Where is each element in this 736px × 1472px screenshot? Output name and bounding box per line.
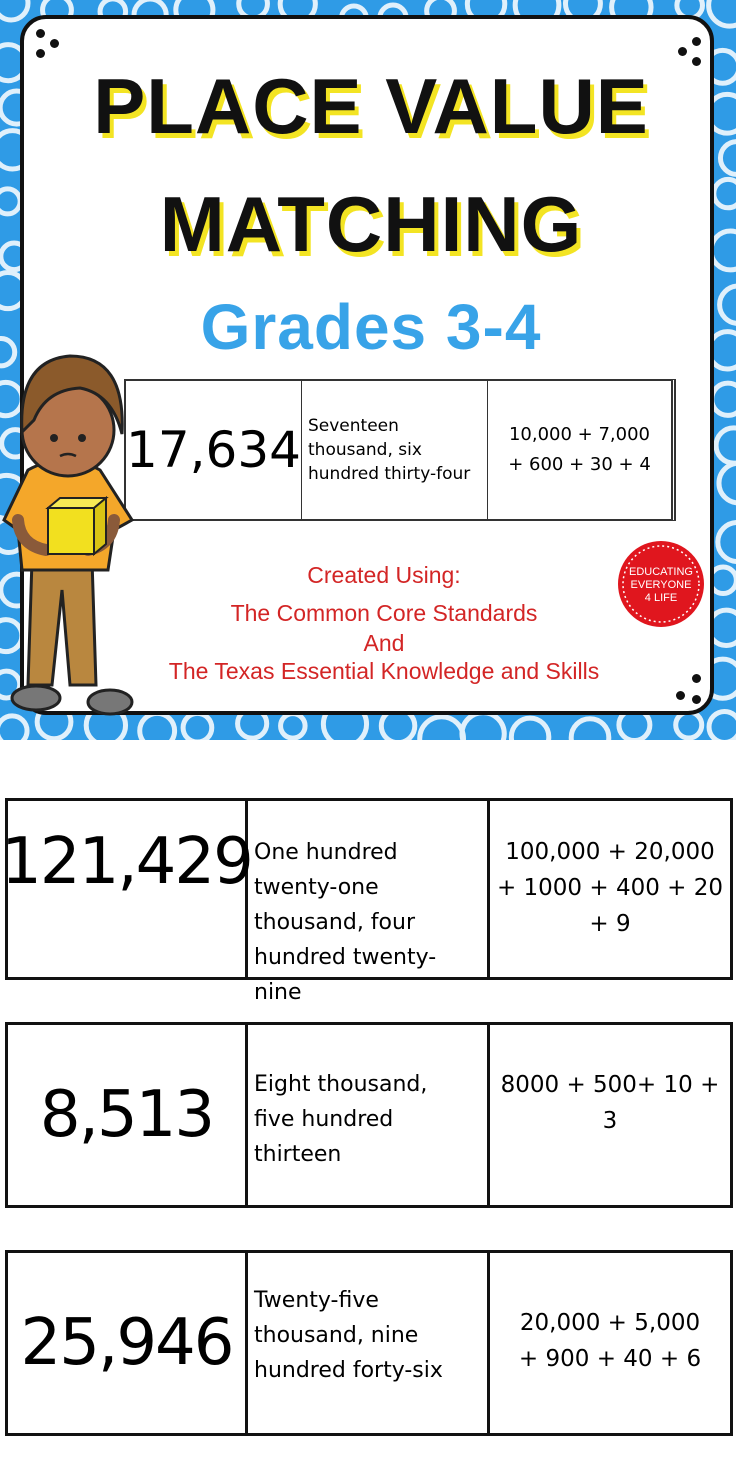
swirl-circle — [676, 712, 702, 738]
corner-dot — [36, 49, 45, 58]
swirl-circle — [718, 522, 736, 561]
kid-holding-cube-illustration — [0, 330, 150, 730]
swirl-circle — [183, 713, 212, 740]
grades-subtitle: Grades 3-4 — [200, 291, 542, 363]
card-words: One hundred twenty-one thousand, four hundred twenty-nine — [248, 801, 490, 977]
card-expanded: 8000 + 500+ 10 + 3 — [500, 1072, 720, 1134]
swirl-circle — [709, 0, 736, 26]
corner-dot — [692, 695, 701, 704]
sample-matching-card — [124, 379, 676, 521]
swirl-circle — [720, 142, 736, 175]
card-number: 25,946 — [8, 1253, 248, 1433]
svg-text:EVERYONE: EVERYONE — [630, 579, 692, 591]
card-expanded: 100,000 + 20,000 + 1000 + 400 + 20 + 9 — [496, 839, 724, 937]
corner-dot — [692, 37, 701, 46]
corner-dot — [36, 29, 45, 38]
matching-card — [1, 798, 733, 1005]
page-title-line2: MATCHING — [159, 180, 583, 268]
svg-text:EDUCATING: EDUCATING — [629, 566, 693, 578]
credit-line: The Common Core Standards — [230, 600, 538, 626]
svg-text:4 LIFE: 4 LIFE — [644, 592, 678, 604]
educating-everyone-logo — [616, 539, 706, 629]
swirl-circle — [420, 717, 464, 740]
credit-heading: Created Using: — [307, 562, 461, 588]
swirl-circle — [571, 719, 609, 740]
credit-line: And — [363, 630, 405, 656]
swirl-circle — [716, 428, 736, 463]
swirl-circle — [709, 711, 736, 740]
swirl-circle — [462, 713, 504, 740]
card-number: 8,513 — [8, 1025, 248, 1205]
swirl-circle — [0, 189, 20, 214]
card-expanded: 20,000 + 5,000 + 900 + 40 + 6 — [518, 1310, 702, 1372]
card-number: 121,429 — [8, 801, 248, 977]
swirl-circle — [720, 286, 736, 323]
swirl-circle — [719, 463, 736, 503]
card-words: Twenty-five thousand, nine hundred forty-six — [248, 1253, 490, 1433]
sample-number: 17,634 — [126, 381, 302, 519]
swirl-circle — [712, 383, 736, 415]
sample-expanded: 10,000 + 7,000 + 600 + 30 + 4 — [508, 424, 651, 475]
corner-dot — [676, 691, 685, 700]
corner-dot — [692, 674, 701, 683]
corner-dot — [50, 39, 59, 48]
corner-dot — [678, 47, 687, 56]
matching-card — [5, 1022, 733, 1208]
swirl-circle — [0, 0, 28, 20]
swirl-circle — [511, 718, 548, 740]
sample-words: Seventeen thousand, six hundred thirty-four — [302, 381, 488, 519]
matching-card — [5, 1250, 733, 1436]
card-words: Eight thousand, five hundred thirteen — [248, 1025, 490, 1205]
swirl-circle — [281, 714, 306, 739]
credit-line: The Texas Essential Knowledge and Skills — [168, 658, 600, 684]
page-title-line1: PLACE VALUE — [93, 62, 649, 150]
